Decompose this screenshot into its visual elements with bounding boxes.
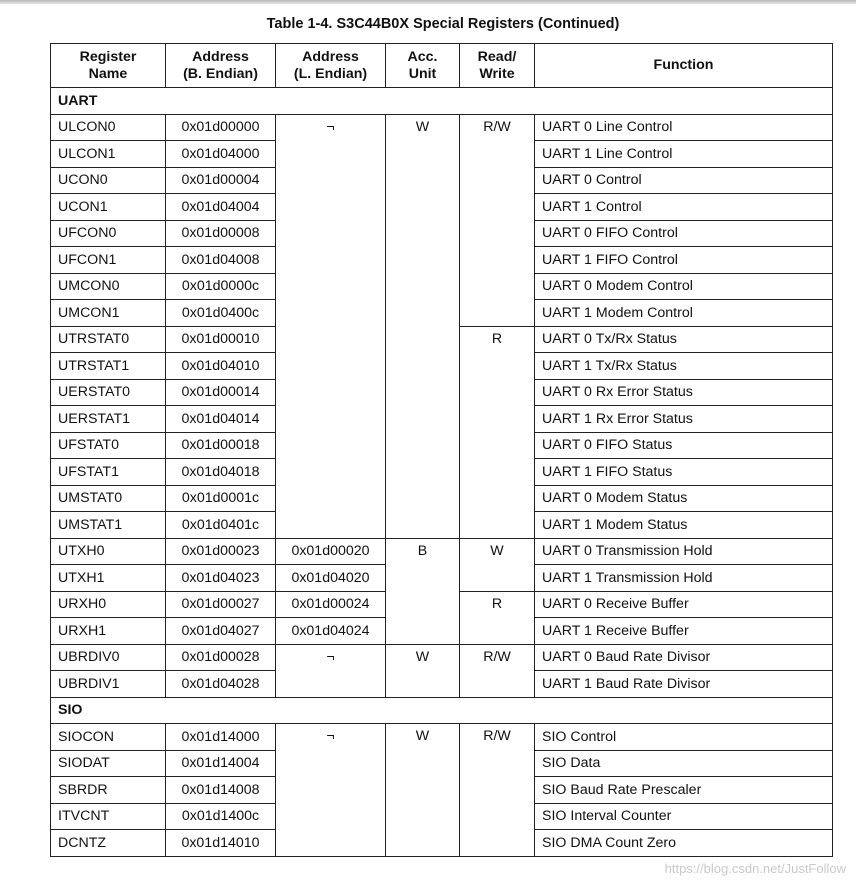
- header-register-name: Register Name: [51, 44, 166, 88]
- address-big-endian: 0x01d00004: [166, 167, 276, 194]
- address-big-endian: 0x01d00000: [166, 114, 276, 141]
- address-big-endian: 0x01d04000: [166, 141, 276, 168]
- address-little-endian: 0x01d00020: [276, 538, 386, 565]
- address-big-endian: 0x01d14000: [166, 724, 276, 751]
- register-name: ULCON0: [51, 114, 166, 141]
- address-big-endian: 0x01d04027: [166, 618, 276, 645]
- register-name: UMSTAT1: [51, 512, 166, 539]
- function: UART 0 Tx/Rx Status: [535, 326, 833, 353]
- section-sio: SIO: [51, 697, 833, 724]
- address-big-endian: 0x01d00018: [166, 432, 276, 459]
- address-big-endian: 0x01d04004: [166, 194, 276, 221]
- function: SIO DMA Count Zero: [535, 830, 833, 857]
- section-row-sio: [51, 697, 833, 724]
- register-name: UMCON1: [51, 300, 166, 327]
- address-little-endian: ¬: [276, 644, 386, 697]
- function: UART 1 Receive Buffer: [535, 618, 833, 645]
- address-big-endian: 0x01d1400c: [166, 803, 276, 830]
- function: SIO Control: [535, 724, 833, 751]
- function: UART 1 Modem Control: [535, 300, 833, 327]
- table-row: [51, 644, 833, 671]
- address-little-endian: ¬: [276, 114, 386, 538]
- function: UART 1 Line Control: [535, 141, 833, 168]
- register-name: UERSTAT0: [51, 379, 166, 406]
- section-row-uart: [51, 88, 833, 115]
- address-big-endian: 0x01d04023: [166, 565, 276, 592]
- read-write: R/W: [460, 724, 535, 857]
- access-unit: W: [386, 724, 460, 857]
- function: UART 1 Rx Error Status: [535, 406, 833, 433]
- register-name: UBRDIV0: [51, 644, 166, 671]
- header-function: Function: [535, 44, 833, 88]
- register-name: DCNTZ: [51, 830, 166, 857]
- header-address-big-endian: Address (B. Endian): [166, 44, 276, 88]
- function: UART 0 Transmission Hold: [535, 538, 833, 565]
- register-name: UFSTAT0: [51, 432, 166, 459]
- function: UART 1 Tx/Rx Status: [535, 353, 833, 380]
- register-name: UMSTAT0: [51, 485, 166, 512]
- address-big-endian: 0x01d0000c: [166, 273, 276, 300]
- address-big-endian: 0x01d04014: [166, 406, 276, 433]
- register-name: UCON0: [51, 167, 166, 194]
- table-row: [51, 724, 833, 751]
- special-registers-table: [50, 43, 833, 857]
- address-little-endian: 0x01d04020: [276, 565, 386, 592]
- access-unit: B: [386, 538, 460, 644]
- function: UART 0 Baud Rate Divisor: [535, 644, 833, 671]
- function: UART 0 FIFO Control: [535, 220, 833, 247]
- register-name: UFCON1: [51, 247, 166, 274]
- address-big-endian: 0x01d14010: [166, 830, 276, 857]
- function: SIO Interval Counter: [535, 803, 833, 830]
- register-name: URXH0: [51, 591, 166, 618]
- register-name: ITVCNT: [51, 803, 166, 830]
- function: UART 1 Control: [535, 194, 833, 221]
- address-little-endian: 0x01d00024: [276, 591, 386, 618]
- function: SIO Baud Rate Prescaler: [535, 777, 833, 804]
- register-name: SIODAT: [51, 750, 166, 777]
- register-name: UTXH0: [51, 538, 166, 565]
- table-row: [51, 114, 833, 141]
- function: UART 0 Modem Status: [535, 485, 833, 512]
- function: UART 0 FIFO Status: [535, 432, 833, 459]
- register-name: UFSTAT1: [51, 459, 166, 486]
- function: SIO Data: [535, 750, 833, 777]
- address-big-endian: 0x01d00014: [166, 379, 276, 406]
- register-name: UTRSTAT1: [51, 353, 166, 380]
- register-name: UFCON0: [51, 220, 166, 247]
- address-big-endian: 0x01d04018: [166, 459, 276, 486]
- register-name: UCON1: [51, 194, 166, 221]
- address-big-endian: 0x01d0401c: [166, 512, 276, 539]
- table-row: [51, 538, 833, 565]
- register-name: SBRDR: [51, 777, 166, 804]
- address-big-endian: 0x01d00027: [166, 591, 276, 618]
- register-name: UERSTAT1: [51, 406, 166, 433]
- address-little-endian: 0x01d04024: [276, 618, 386, 645]
- function: UART 0 Receive Buffer: [535, 591, 833, 618]
- register-name: UTRSTAT0: [51, 326, 166, 353]
- function: UART 1 FIFO Control: [535, 247, 833, 274]
- header-row: [51, 44, 833, 88]
- register-name: URXH1: [51, 618, 166, 645]
- function: UART 0 Line Control: [535, 114, 833, 141]
- address-big-endian: 0x01d14008: [166, 777, 276, 804]
- address-big-endian: 0x01d0400c: [166, 300, 276, 327]
- access-unit: W: [386, 644, 460, 697]
- address-big-endian: 0x01d04028: [166, 671, 276, 698]
- read-write: R: [460, 326, 535, 538]
- address-big-endian: 0x01d00010: [166, 326, 276, 353]
- address-big-endian: 0x01d0001c: [166, 485, 276, 512]
- address-big-endian: 0x01d14004: [166, 750, 276, 777]
- function: UART 0 Rx Error Status: [535, 379, 833, 406]
- register-name: UMCON0: [51, 273, 166, 300]
- register-name: SIOCON: [51, 724, 166, 751]
- register-name: ULCON1: [51, 141, 166, 168]
- header-read-write: Read/ Write: [460, 44, 535, 88]
- address-little-endian: ¬: [276, 724, 386, 857]
- read-write: R/W: [460, 114, 535, 326]
- function: UART 0 Control: [535, 167, 833, 194]
- watermark: https://blog.csdn.net/JustFollow: [664, 861, 846, 876]
- address-big-endian: 0x01d00008: [166, 220, 276, 247]
- read-write: W: [460, 538, 535, 591]
- page-top-edge: [0, 0, 856, 4]
- header-access-unit: Acc. Unit: [386, 44, 460, 88]
- header-address-little-endian: Address (L. Endian): [276, 44, 386, 88]
- function: UART 1 FIFO Status: [535, 459, 833, 486]
- function: UART 1 Baud Rate Divisor: [535, 671, 833, 698]
- function: UART 0 Modem Control: [535, 273, 833, 300]
- address-big-endian: 0x01d04008: [166, 247, 276, 274]
- read-write: R/W: [460, 644, 535, 697]
- register-name: UTXH1: [51, 565, 166, 592]
- read-write: R: [460, 591, 535, 644]
- function: UART 1 Transmission Hold: [535, 565, 833, 592]
- address-big-endian: 0x01d00028: [166, 644, 276, 671]
- register-name: UBRDIV1: [51, 671, 166, 698]
- access-unit: W: [386, 114, 460, 538]
- section-uart: UART: [51, 88, 833, 115]
- address-big-endian: 0x01d04010: [166, 353, 276, 380]
- function: UART 1 Modem Status: [535, 512, 833, 539]
- table-title: Table 1-4. S3C44B0X Special Registers (Continued): [266, 16, 620, 32]
- address-big-endian: 0x01d00023: [166, 538, 276, 565]
